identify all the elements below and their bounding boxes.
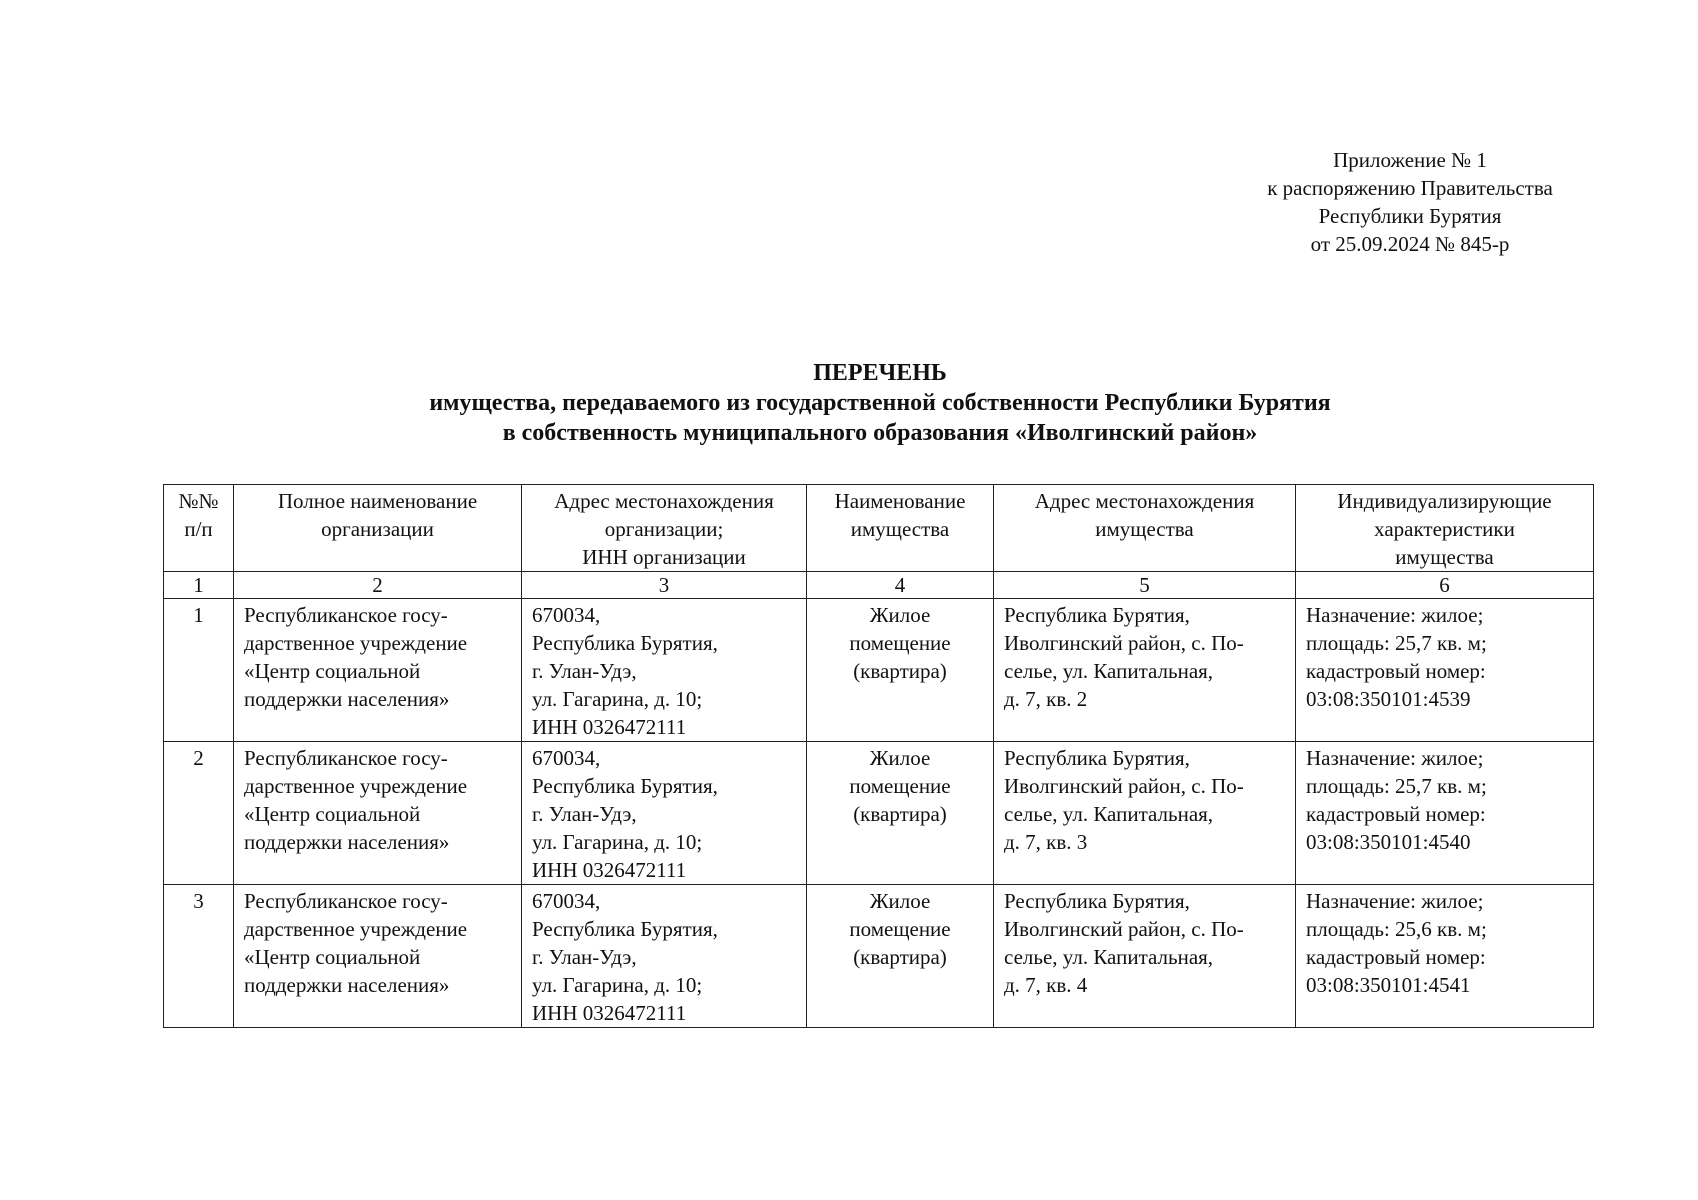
cell-line: 670034,	[532, 889, 601, 913]
cell-line: помещение	[849, 631, 951, 655]
cell-line: Иволгинский район, с. По-	[1004, 917, 1244, 941]
cell-line: дарственное учреждение	[244, 631, 468, 655]
header-text: №№	[178, 489, 219, 513]
org-name-cell	[234, 885, 522, 1028]
table-header-row	[164, 485, 1594, 572]
header-text: организации	[321, 517, 434, 541]
title-line-1: имущества, передаваемого из государственной собственности Республики Бурятия	[429, 390, 1331, 416]
cell-line: Иволгинский район, с. По-	[1004, 774, 1244, 798]
appendix-note	[1240, 146, 1580, 258]
cell-line: 03:08:350101:4539	[1306, 687, 1471, 711]
header-text: Адрес местонахождения	[1034, 489, 1255, 513]
cell-line: Республика Бурятия,	[532, 917, 718, 941]
cell-line: 03:08:350101:4540	[1306, 830, 1471, 854]
title-heading: ПЕРЕЧЕНЬ	[813, 360, 947, 386]
property-name-cell	[807, 742, 994, 885]
cell-line: помещение	[849, 917, 951, 941]
header-cell-org-address	[522, 485, 807, 572]
column-number: 4	[807, 572, 994, 599]
cell-line: ул. Гагарина, д. 10;	[532, 687, 703, 711]
column-number: 3	[522, 572, 807, 599]
header-text: характеристики	[1374, 517, 1515, 541]
cell-line: помещение	[849, 774, 951, 798]
characteristics-cell	[1296, 742, 1594, 885]
cell-line: дарственное учреждение	[244, 917, 468, 941]
header-text: имущества	[1395, 545, 1494, 569]
appendix-line: от 25.09.2024 № 845-р	[1310, 232, 1510, 256]
property-table	[163, 484, 1594, 1028]
header-text: п/п	[184, 517, 213, 541]
cell-line: кадастровый номер:	[1306, 659, 1486, 683]
cell-line: Иволгинский район, с. По-	[1004, 631, 1244, 655]
cell-line: Республика Бурятия,	[1004, 603, 1190, 627]
appendix-line: Приложение № 1	[1333, 148, 1487, 172]
header-text: Наименование	[834, 489, 966, 513]
cell-line: Республиканское госу-	[244, 603, 448, 627]
cell-line: г. Улан-Удэ,	[532, 802, 637, 826]
cell-line: «Центр социальной	[244, 802, 421, 826]
header-cell-org-name	[234, 485, 522, 572]
column-number: 2	[234, 572, 522, 599]
header-text: Адрес местонахождения	[554, 489, 774, 513]
table-row	[164, 742, 1594, 885]
cell-line: Республика Бурятия,	[532, 631, 718, 655]
row-number: 2	[164, 742, 234, 885]
cell-line: (квартира)	[853, 945, 947, 969]
characteristics-cell	[1296, 885, 1594, 1028]
cell-line: ИНН 0326472111	[532, 1001, 687, 1025]
table-row	[164, 599, 1594, 742]
header-cell-number	[164, 485, 234, 572]
cell-line: селье, ул. Капитальная,	[1004, 659, 1214, 683]
appendix-line: к распоряжению Правительства	[1267, 176, 1553, 200]
cell-line: «Центр социальной	[244, 659, 421, 683]
property-name-cell	[807, 885, 994, 1028]
title-line-2: в собственность муниципального образования «Иволгинский район»	[502, 420, 1258, 446]
org-name-cell	[234, 599, 522, 742]
header-text: Индивидуализирующие	[1337, 489, 1552, 513]
cell-line: 670034,	[532, 603, 601, 627]
property-address-cell	[994, 742, 1296, 885]
cell-line: ИНН 0326472111	[532, 715, 687, 739]
cell-line: ул. Гагарина, д. 10;	[532, 973, 703, 997]
cell-line: поддержки населения»	[244, 830, 450, 854]
cell-line: кадастровый номер:	[1306, 945, 1486, 969]
cell-line: (квартира)	[853, 802, 947, 826]
cell-line: (квартира)	[853, 659, 947, 683]
property-name-cell	[807, 599, 994, 742]
column-number: 1	[164, 572, 234, 599]
cell-line: г. Улан-Удэ,	[532, 945, 637, 969]
row-number: 1	[164, 599, 234, 742]
header-text: имущества	[850, 517, 950, 541]
cell-line: Назначение: жилое;	[1306, 889, 1484, 913]
column-number: 5	[994, 572, 1296, 599]
cell-line: ул. Гагарина, д. 10;	[532, 830, 703, 854]
org-name-cell	[234, 742, 522, 885]
org-address-cell	[522, 885, 807, 1028]
header-text: ИНН организации	[582, 545, 746, 569]
cell-line: «Центр социальной	[244, 945, 421, 969]
cell-line: Назначение: жилое;	[1306, 603, 1484, 627]
cell-line: селье, ул. Капитальная,	[1004, 945, 1214, 969]
header-text: имущества	[1095, 517, 1194, 541]
cell-line: площадь: 25,6 кв. м;	[1306, 917, 1487, 941]
cell-line: Назначение: жилое;	[1306, 746, 1484, 770]
column-number: 6	[1296, 572, 1594, 599]
cell-line: Жилое	[869, 603, 931, 627]
cell-line: кадастровый номер:	[1306, 802, 1486, 826]
cell-line: д. 7, кв. 2	[1004, 687, 1088, 711]
row-number: 3	[164, 885, 234, 1028]
cell-line: д. 7, кв. 3	[1004, 830, 1088, 854]
cell-line: 670034,	[532, 746, 601, 770]
org-address-cell	[522, 742, 807, 885]
cell-line: Республика Бурятия,	[1004, 889, 1190, 913]
cell-line: Республика Бурятия,	[1004, 746, 1190, 770]
org-address-cell	[522, 599, 807, 742]
cell-line: Республиканское госу-	[244, 746, 448, 770]
cell-line: дарственное учреждение	[244, 774, 468, 798]
header-text: организации;	[604, 517, 724, 541]
appendix-line: Республики Бурятия	[1318, 204, 1502, 228]
cell-line: поддержки населения»	[244, 973, 450, 997]
property-address-cell	[994, 599, 1296, 742]
cell-line: Республика Бурятия,	[532, 774, 718, 798]
column-number-row	[164, 572, 1594, 599]
header-cell-property-address	[994, 485, 1296, 572]
cell-line: Жилое	[869, 889, 931, 913]
cell-line: селье, ул. Капитальная,	[1004, 802, 1214, 826]
cell-line: площадь: 25,7 кв. м;	[1306, 631, 1487, 655]
cell-line: площадь: 25,7 кв. м;	[1306, 774, 1487, 798]
cell-line: поддержки населения»	[244, 687, 450, 711]
cell-line: д. 7, кв. 4	[1004, 973, 1088, 997]
table-row	[164, 885, 1594, 1028]
cell-line: г. Улан-Удэ,	[532, 659, 637, 683]
header-text: Полное наименование	[277, 489, 478, 513]
header-cell-property-name	[807, 485, 994, 572]
document-title	[0, 358, 1698, 448]
cell-line: Жилое	[869, 746, 931, 770]
characteristics-cell	[1296, 599, 1594, 742]
property-address-cell	[994, 885, 1296, 1028]
cell-line: 03:08:350101:4541	[1306, 973, 1471, 997]
cell-line: ИНН 0326472111	[532, 858, 687, 882]
cell-line: Республиканское госу-	[244, 889, 448, 913]
header-cell-characteristics	[1296, 485, 1594, 572]
